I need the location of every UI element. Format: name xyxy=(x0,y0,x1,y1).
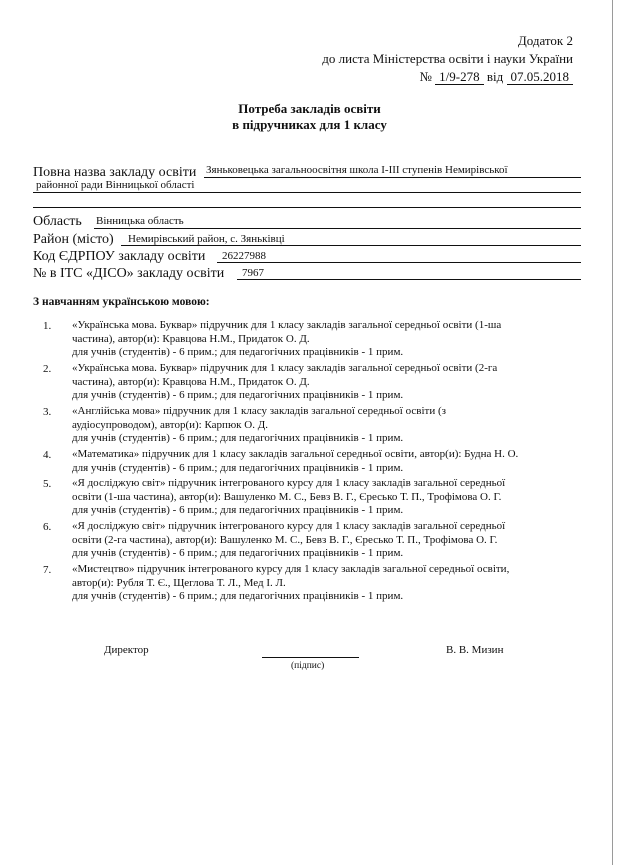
item-line: «Я досліджую світ» підручник інтегрованого курсу для 1 класу закладів загальної середньої xyxy=(72,520,506,532)
item-line: освіти (2-га частина), автор(и): Вашуленко М. С., Бевз В. Г., Єресько Т. П., Трофімова О. Г. xyxy=(72,533,498,546)
region-value: Вінницька область xyxy=(96,215,184,227)
region-label: Область xyxy=(33,214,82,229)
district-label: Район (місто) xyxy=(33,232,114,247)
item-number: 2. xyxy=(43,363,52,375)
itc-label: № в ІТС «ДІСО» закладу освіти xyxy=(33,266,225,281)
list-item xyxy=(43,448,583,475)
item-line: «Математика» підручник для 1 класу закладів загальної середньої освіти, автор(и): Будна Н. О. xyxy=(72,448,519,460)
annex-date-label: від xyxy=(486,69,504,84)
edrpou-label: Код ЄДРПОУ закладу освіти xyxy=(33,249,206,264)
item-line: для учнів (студентів) - 6 прим.; для педагогічних працівників - 1 прим. xyxy=(72,547,404,559)
section-title: З навчанням українською мовою: xyxy=(33,296,210,308)
district-value: Немирівський район, с. Зяньківці xyxy=(128,233,285,245)
item-line: аудіосупроводом), автор(и): Карпюк О. Д. xyxy=(72,418,268,431)
signature-line xyxy=(262,657,359,658)
item-number: 4. xyxy=(43,449,52,461)
full-name-value-1: Зяньковецька загальноосвітня школа І-ІІІ ступенів Немирівської xyxy=(206,164,508,176)
itc-value: 7967 xyxy=(242,267,264,279)
item-line: частина), автор(и): Кравцова Н.М., Придаток О. Д. xyxy=(72,375,310,388)
item-line: для учнів (студентів) - 6 прим.; для педагогічних працівників - 1 прим. xyxy=(72,346,404,358)
list-item xyxy=(43,563,583,604)
signature-name: В. В. Мизин xyxy=(446,644,504,656)
full-name-underline-2 xyxy=(33,192,581,193)
item-line: освіти (1-ша частина), автор(и): Вашуленко М. С., Бевз В. Г., Єресько Т. П., Трофімова О. Г. xyxy=(72,490,502,503)
signature-caption: (підпис) xyxy=(291,661,325,671)
item-line: для учнів (студентів) - 6 прим.; для педагогічних працівників - 1 прим. xyxy=(72,389,404,401)
list-item xyxy=(43,362,583,403)
item-line: для учнів (студентів) - 6 прим.; для педагогічних працівників - 1 прим. xyxy=(72,432,404,444)
list-item xyxy=(43,319,583,360)
annex-number-line xyxy=(420,69,573,85)
list-item xyxy=(43,405,583,446)
item-line: «Мистецтво» підручник інтегрованого курсу для 1 класу закладів загальної середньої освіти, xyxy=(72,563,510,575)
region-underline xyxy=(94,228,581,229)
itc-underline xyxy=(237,279,581,280)
item-number: 1. xyxy=(43,320,52,332)
item-number: 3. xyxy=(43,406,52,418)
item-line: «Англійська мова» підручник для 1 класу закладів загальної середньої освіти (з xyxy=(72,405,446,417)
full-name-label: Повна назва закладу освіти xyxy=(33,165,197,180)
doc-title-line-1: Потреба закладів освіти xyxy=(238,101,381,116)
list-item xyxy=(43,520,583,561)
item-number: 5. xyxy=(43,478,52,490)
list-item xyxy=(43,477,583,518)
item-number: 7. xyxy=(43,564,52,576)
item-number: 6. xyxy=(43,521,52,533)
item-line: «Я досліджую світ» підручник інтегрованого курсу для 1 класу закладів загальної середньої xyxy=(72,477,506,489)
doc-title-line-2: в підручниках для 1 класу xyxy=(232,117,387,132)
item-line: автор(и): Рубля Т. Є., Щеглова Т. Л., Мед І. Л. xyxy=(72,576,286,589)
item-line: для учнів (студентів) - 6 прим.; для педагогічних працівників - 1 прим. xyxy=(72,504,404,516)
item-line: для учнів (студентів) - 6 прим.; для педагогічних працівників - 1 прим. xyxy=(72,461,404,474)
annex-line-1: Додаток 2 xyxy=(517,33,573,48)
full-name-value-2: районної ради Вінницької області xyxy=(36,179,195,191)
annex-no-value: 1/9-278 xyxy=(435,69,483,85)
item-line: «Українська мова. Буквар» підручник для 1 класу закладів загальної середньої освіти (1-ша xyxy=(72,319,502,331)
item-line: частина), автор(и): Кравцова Н.М., Придаток О. Д. xyxy=(72,332,310,345)
annex-no-label: № xyxy=(419,69,432,84)
blank-underline xyxy=(33,207,581,208)
annex-date-value: 07.05.2018 xyxy=(507,69,574,85)
edrpou-underline xyxy=(217,262,581,263)
annex-line-2: до листа Міністерства освіти і науки України xyxy=(322,51,573,66)
district-underline xyxy=(121,245,581,246)
edrpou-value: 26227988 xyxy=(222,250,266,262)
full-name-underline-1 xyxy=(204,177,581,178)
item-line: для учнів (студентів) - 6 прим.; для педагогічних працівників - 1 прим. xyxy=(72,590,404,602)
item-line: «Українська мова. Буквар» підручник для 1 класу закладів загальної середньої освіти (2-га xyxy=(72,362,498,374)
signature-role: Директор xyxy=(104,644,149,656)
